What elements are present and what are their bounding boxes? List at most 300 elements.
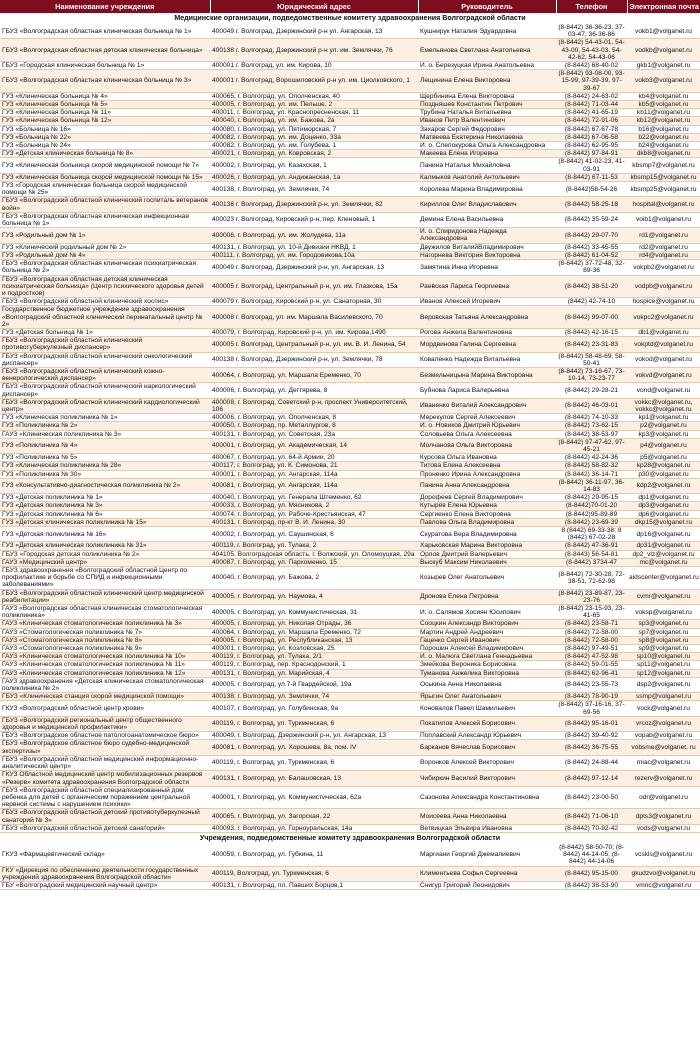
cell-address: 400026, г. Волгоград, ул. Андижанская, 1а xyxy=(210,173,418,181)
table-row xyxy=(0,182,700,197)
cell-phone: (8-8442) 42-24-36 xyxy=(556,454,627,462)
cell-address: 400107, г. Волгоград, ул. Голубинская, 9а xyxy=(210,701,418,716)
cell-name: ГАУЗ «Клиническая стоматологическая поликлиника № 11» xyxy=(0,661,210,669)
table-row xyxy=(0,866,700,881)
cell-phone: (8-8442) 71-03-44 xyxy=(556,101,627,109)
cell-address: 400138, г. Волгоград, ул. Землячки, 74 xyxy=(210,693,418,701)
cell-phone: (8-8442) 38-53-97 xyxy=(556,430,627,438)
cell-phone: (8-8442) 23-00-50 xyxy=(556,786,627,809)
cell-address: 400079, г. Волгоград, Кировский р-н, ул. им. Кирова,149б xyxy=(210,328,418,336)
cell-name: ГБУЗ «Волгоградский областной клинический онкологический диспансер» xyxy=(0,352,210,367)
table-row xyxy=(0,383,700,398)
cell-head: Демина Елена Васильевна xyxy=(418,212,556,227)
table-row xyxy=(0,70,700,93)
cell-phone: (8-8442) 67-67-78 xyxy=(556,125,627,133)
cell-name: ГБУЗ «Волгоградский областной клинический госпиталь ветеранов войн» xyxy=(0,197,210,212)
cell-address: 400081, г. Волгоград, ул. Ангарская, 114а xyxy=(210,478,418,493)
cell-phone: (8-8442) 74-10-33 xyxy=(556,414,627,422)
cell-phone: (8-8442) 23-55-73 xyxy=(556,677,627,692)
cell-head: Поплавский Александр Юрьевич xyxy=(418,732,556,740)
cell-email: vcskls@volganet.ru xyxy=(627,844,700,866)
cell-phone: (8-8442) 78-90-19 xyxy=(556,693,627,701)
cell-head: Веровская Татьяна Александровна xyxy=(418,306,556,329)
cell-email: hospital@volganet.ru xyxy=(627,197,700,212)
cell-address: 400049 г. Волгоград, Дзержинский р-н, ул. Ангарская, 13 xyxy=(210,260,418,275)
cell-email: hospice@volganet.ru xyxy=(627,298,700,306)
cell-name: ГКУЗ Областной медицинский центр мобилизационных резервов «Резерв» комитета здравоохранения Волгоградской области xyxy=(0,771,210,786)
cell-name: ГУЗ «Клинический родильный дом № 2» xyxy=(0,243,210,251)
cell-head: Гаценко Сергей Иванович xyxy=(418,636,556,644)
table-row xyxy=(0,39,700,62)
cell-phone: (8-8442) 73-62-15 xyxy=(556,422,627,430)
cell-head: Поздняшев Константин Петрович xyxy=(418,101,556,109)
cell-name: ГАУЗ здравоохранения «Детская клиническая стоматологическая поликлиника № 2» xyxy=(0,677,210,692)
cell-name: ГБУЗ здравоохранения «Волгоградский областной Центр по профилактике и борьбе со СПИД и инфекционными заболеваниями» xyxy=(0,567,210,590)
cell-address: 400065, г. Волгоград, ул. Загорская, 22 xyxy=(210,809,418,824)
cell-email: p30@volganet.ru xyxy=(627,470,700,478)
cell-head: И. о. Малюга Светлана Геннадьевна xyxy=(418,653,556,661)
cell-address: 400005 г. Волгоград, Центральный р-н, ул. им. Глазкова, 15а xyxy=(210,275,418,298)
cell-email: rezerv@volganet.ru xyxy=(627,771,700,786)
table-row xyxy=(0,109,700,117)
cell-address: 400008 г. Волгоград, ул. им. Маршала Василевского, 70 xyxy=(210,306,418,329)
cell-address: 400087, г. Волгоград, ул. Пархоменко, 15 xyxy=(210,558,418,566)
table-row xyxy=(0,809,700,824)
cell-name: ГБУЗ «Волгоградский областной клинический кожно-венерологический диспансер» xyxy=(0,367,210,382)
cell-email: vrcoz@volganet.ru xyxy=(627,716,700,731)
cell-address: 400067, г. Волгоград, ул. 64-й Армии, 20 xyxy=(210,454,418,462)
cell-name: ГУЗ «Клиническая больница скорой медицинской помощи № 7» xyxy=(0,158,210,173)
cell-name: ГУЗ «Консультативно-диагностическая поликлиника № 2» xyxy=(0,478,210,493)
cell-name: ГАУЗ «Волгоградская областная клиническая стоматологическая поликлиника» xyxy=(0,605,210,620)
table-row xyxy=(0,502,700,510)
cell-address: 400138 г. Волгоград, Дзержинский р-н, ул. Землячки, 82 xyxy=(210,197,418,212)
cell-email: dsp2@volganet.ru xyxy=(627,677,700,692)
cell-name: ГБУЗ «Волгоградский областной детский противотуберкулезный санаторий № 3» xyxy=(0,809,210,824)
table-row xyxy=(0,92,700,100)
cell-head: Маргиани Георгий Джемалиевич xyxy=(418,844,556,866)
cell-phone: (8-8442) 47-52-98 xyxy=(556,653,627,661)
table-row xyxy=(0,824,700,832)
cell-phone: (8-8442) 72-58-00 xyxy=(556,628,627,636)
cell-email: sp8@volganet.ru xyxy=(627,636,700,644)
cell-email: kb5@volganet.ru xyxy=(627,101,700,109)
cell-head: Титова Елена Алексеевна xyxy=(418,462,556,470)
column-header-email: Электронная почта xyxy=(627,0,700,13)
cell-head: Замятина Инна Игоревна xyxy=(418,260,556,275)
cell-head: Сооцкин Александр Викторович xyxy=(418,620,556,628)
cell-head: Скуратова Вера Владимировна xyxy=(418,527,556,542)
cell-head: И. о. Спиридонова Надежда Александровна xyxy=(418,228,556,243)
cell-name: ГБУЗ «Волгоградская областная детская клиническая больница» xyxy=(0,39,210,62)
cell-head: Сергиенко Елена Викторовна xyxy=(418,510,556,518)
table-row xyxy=(0,567,700,590)
cell-phone: (8-8442) 24-88-44 xyxy=(556,755,627,770)
table-header xyxy=(0,0,700,13)
cell-name: ГБУЗ «Городская детская поликлиника № 2» xyxy=(0,550,210,558)
cell-address: 400005, г. Волгоград, ул. Коммунистическая, 31 xyxy=(210,605,418,620)
cell-head: Щербинина Елена Викторовна xyxy=(418,92,556,100)
cell-name: ГБУЗ «Волгоградский областной детский санаторий» xyxy=(0,824,210,832)
cell-head: Сазонова Александра Константиновна xyxy=(418,786,556,809)
table-row xyxy=(0,197,700,212)
cell-address: 400008, г. Волгоград, Советский р-н, проспект Университетский, 106 xyxy=(210,398,418,413)
cell-phone: (8-8442) 3734-47 xyxy=(556,558,627,566)
cell-phone: (8-8442) 41-02-23, 41-03-91 xyxy=(556,158,627,173)
cell-head: Ветвицкая Эльвира Ивановна xyxy=(418,824,556,832)
cell-address: 400001, г. Волгоград, ул. Академическая, 14 xyxy=(210,438,418,453)
cell-head: Орлов Дмитрий Валерьевич xyxy=(418,550,556,558)
cell-email: kbsmp25@volganet.ru xyxy=(627,182,700,197)
cell-address: 400002, г. Волгоград, ул. Саушинская, 6 xyxy=(210,527,418,542)
cell-phone: (8-8442) 97-47-62, 97-45-21 xyxy=(556,438,627,453)
table-row xyxy=(0,740,700,755)
cell-name: ГУЗ «Поликлиника № 30» xyxy=(0,470,210,478)
table-row xyxy=(0,414,700,422)
cell-address: 400005, г. Волгоград, ул. Николая Отрады, 36 xyxy=(210,620,418,628)
cell-address: 400119, г. Волгоград, ул. Тулака, 2/1 xyxy=(210,653,418,661)
cell-address: 400081, г. Волгоград, ул. Хорошева, 8а, пом. IV xyxy=(210,740,418,755)
cell-name: ГУЗ «Детская поликлиника № 16» xyxy=(0,527,210,542)
cell-address: 400001, г. Волгоград, ул. Козловская, 25 xyxy=(210,645,418,653)
cell-phone: (8-8442) 33-45-55 xyxy=(556,243,627,251)
cell-name: ГАУЗ «Стоматологическая поликлиника № 8» xyxy=(0,636,210,644)
cell-head: Матвеева Екатерина Николаевна xyxy=(418,133,556,141)
cell-email: vokod@volganet.ru xyxy=(627,352,700,367)
table-row xyxy=(0,470,700,478)
cell-name: ГУЗ «Клиническая больница № 12» xyxy=(0,117,210,125)
cell-address: 400119, г. Волгоград, пер. Краснодонский, 1 xyxy=(210,661,418,669)
table-row xyxy=(0,518,700,526)
cell-phone: (8-8442) 46-03-01 xyxy=(556,398,627,413)
cell-name: ГАУЗ «Клиническая поликлиника № 3» xyxy=(0,430,210,438)
cell-head: Панина Анна Александровна xyxy=(418,478,556,493)
cell-name: ГКУЗ «Волгоградский областной центр крови» xyxy=(0,701,210,716)
cell-phone: (8-8442) 41-65-19 xyxy=(556,109,627,117)
cell-email: kb4@volganet.ru xyxy=(627,92,700,100)
cell-address: 400131, г. Волгоград, пр-кт В. И. Ленина, 30 xyxy=(210,518,418,526)
cell-phone: 8 (8442) 69-33-38; 8 (8442) 67-02-28 xyxy=(556,527,627,542)
cell-phone: (8-8442) 35-59-24 xyxy=(556,212,627,227)
cell-phone: (8-8442) 62-96-41 xyxy=(556,669,627,677)
cell-address: 400064, г. Волгоград, ул. Маршала Еременко, 70 xyxy=(210,367,418,382)
cell-phone: (8-8442) 93-08-00, 93-15-99, 97-39-39, 97-39-67 xyxy=(556,70,627,93)
cell-phone: (8-8442) 36-36-23, 37-03-47, 36-36-86 xyxy=(556,24,627,39)
table-row xyxy=(0,786,700,809)
cell-address: 400006, г. Волгоград, ул. Дегтярева, 8 xyxy=(210,383,418,398)
cell-name: ГБУЗ «Клиническая станция скорой медицинской помощи» xyxy=(0,693,210,701)
table-row xyxy=(0,243,700,251)
cell-head: Кушнирук Наталия Эдуардовна xyxy=(418,24,556,39)
cell-email: gkudzvo@volganet.ru xyxy=(627,866,700,881)
cell-email: rd4@volganet.ru xyxy=(627,251,700,259)
table-row xyxy=(0,620,700,628)
cell-address: 400064, г. Волгоград, ул. Маршала Еременко, 72 xyxy=(210,628,418,636)
cell-phone: (8-8442) 36-75-55 xyxy=(556,740,627,755)
cell-head: Рогова Анжела Валентиновна xyxy=(418,328,556,336)
cell-name: ГБУ «Волгоградский медицинский научный центр» xyxy=(0,881,210,889)
cell-name: ГАУЗ «Стоматологическая поликлиника № 9» xyxy=(0,645,210,653)
table-row xyxy=(0,173,700,181)
cell-phone: (8-8442) 23-58-71 xyxy=(556,620,627,628)
cell-name: ГБУЗ «Волгоградская областная клиническая инфекционная больница № 1» xyxy=(0,212,210,227)
cell-email: p5@volganet.ru xyxy=(627,454,700,462)
cell-address: 400011, г. Волгоград, ул. Краснопресненская, 11 xyxy=(210,109,418,117)
cell-email: kp1@volganet.ru xyxy=(627,414,700,422)
cell-name: ГУЗ «Городская клиническая больница скорой медицинской помощи № 25» xyxy=(0,182,210,197)
section-title: Медицинские организации, подведомственные комитету здравоохранения Волгоградской области xyxy=(0,13,700,24)
cell-address: 400005, г. Волгоград, ул. Республиканская, 13 xyxy=(210,636,418,644)
cell-head: Захаров Сергей Федорович xyxy=(418,125,556,133)
cell-email: kp28@volganet.ru xyxy=(627,462,700,470)
cell-name: ГАУЗ «Медицинский центр» xyxy=(0,558,210,566)
table-row xyxy=(0,212,700,227)
section-header-row xyxy=(0,832,700,844)
table-row xyxy=(0,589,700,604)
cell-head: Нагорнева Виктория Викторовна xyxy=(418,251,556,259)
cell-head: Молчанова Ольга Викторовна xyxy=(418,438,556,453)
table-row xyxy=(0,542,700,550)
table-row xyxy=(0,352,700,367)
cell-name: ГУЗ «Детская клиническая поликлиника № 31» xyxy=(0,542,210,550)
table-row xyxy=(0,101,700,109)
cell-email: vokb1@volganet.ru xyxy=(627,24,700,39)
table-row xyxy=(0,550,700,558)
cell-name: ГБУЗ «Волгоградский областной клинический противотуберкулезный диспансер» xyxy=(0,337,210,352)
cell-name: ГБУЗ «Волгоградская областная детская клиническая психиатрическая больница» (Центр психического здоровья детей и подростков) xyxy=(0,275,210,298)
cell-address: 400049 г. Волгоград, Дзержинский р-н ул. Ангарская, 13 xyxy=(210,24,418,39)
column-header-head: Руководитель xyxy=(418,0,556,13)
column-header-address: Юридический адрес xyxy=(210,0,418,13)
cell-email: sp11@volganet.ru xyxy=(627,661,700,669)
cell-email: vokpb2@volganet.ru xyxy=(627,260,700,275)
cell-address: 400119, г. Волгоград, ул. Туркменская, 6 xyxy=(210,716,418,731)
cell-head: Трубина Наталья Витальевна xyxy=(418,109,556,117)
cell-phone: (8-8443) 56-54-81 xyxy=(556,550,627,558)
table-row xyxy=(0,328,700,336)
table-row xyxy=(0,260,700,275)
cell-email: sp3@volganet.ru xyxy=(627,620,700,628)
table-row xyxy=(0,125,700,133)
cell-email: b22@volganet.ru xyxy=(627,133,700,141)
cell-address: 400023 г. Волгоград, Кировский р-н, пер. Кленовый, 1 xyxy=(210,212,418,227)
cell-phone: (8-8442) 23-31-83 xyxy=(556,337,627,352)
cell-phone: (8-8442) 29-28-21 xyxy=(556,383,627,398)
cell-email: kb11@volganet.ru xyxy=(627,109,700,117)
table-row xyxy=(0,636,700,644)
cell-phone: (8-8442) 58-48-69, 58-50-41 xyxy=(556,352,627,367)
cell-name: ГУЗ «Клиническая поликлиника № 1» xyxy=(0,414,210,422)
cell-email: p2@volganet.ru xyxy=(627,422,700,430)
cell-email: vods@volganet.ru xyxy=(627,824,700,832)
cell-head: И. о. Салямов Хосиян Юсипович xyxy=(418,605,556,620)
table-row xyxy=(0,510,700,518)
cell-name: ГБУЗ «Волгоградский областной клинический кардиологический центр» xyxy=(0,398,210,413)
cell-email: rd1@volganet.ru xyxy=(627,228,700,243)
cell-name: ГУЗ «Детская клиническая больница № 8» xyxy=(0,150,210,158)
cell-name: ГУЗ «Клиническая больница № 11» xyxy=(0,109,210,117)
cell-email: kb12@volganet.ru xyxy=(627,117,700,125)
cell-name: ГБУЗ «Волгоградская областная клиническая психиатрическая больница № 2» xyxy=(0,260,210,275)
cell-email: mc@volganet.ru xyxy=(627,558,700,566)
cell-address: 400049, г. Волгоград, Дзержинский р-н, ул. Ангарская, 13 xyxy=(210,732,418,740)
table-row xyxy=(0,142,700,150)
table-row xyxy=(0,653,700,661)
cell-name: ГБУЗ «Волгоградская областная клиническая больница № 1» xyxy=(0,24,210,39)
cell-name: ГУЗ «Больница № 22» xyxy=(0,133,210,141)
cell-phone: (8-8442) 62-95-95 xyxy=(556,142,627,150)
cell-head: Емельянова Светлана Анатольевна xyxy=(418,39,556,62)
cell-address: 400079 г. Волгоград, Кировский р-н, ул. Санаторная, 30 xyxy=(210,298,418,306)
cell-email: vopab@volganet.ru xyxy=(627,732,700,740)
cell-address: 400005, г. Волгоград, ул. им. Пельше, 2 xyxy=(210,101,418,109)
cell-head: И. о. Березуцкая Ирина Анатольевна xyxy=(418,62,556,70)
table-row xyxy=(0,693,700,701)
table-row xyxy=(0,732,700,740)
cell-address: 400040, г. Волгоград, ул. Бажова, 2 xyxy=(210,567,418,590)
cell-head: Моисеева Анна Николаевна xyxy=(418,809,556,824)
cell-phone: (8442) 42-74-10 xyxy=(556,298,627,306)
table-row xyxy=(0,117,700,125)
cell-address: 400033, г. Волгоград, ул. Мясникова, 2 xyxy=(210,502,418,510)
cell-head: Выскуб Максим Николаевич xyxy=(418,558,556,566)
cell-phone: (8-8442) 37-72-48, 32-89-36 xyxy=(556,260,627,275)
cell-phone: (8-8442) 59-01-55 xyxy=(556,661,627,669)
cell-phone: (8-8442) 67-06-58 xyxy=(556,133,627,141)
cell-email: sp7@volganet.ru xyxy=(627,628,700,636)
table-row xyxy=(0,454,700,462)
cell-name: ГУЗ «Детская поликлиника № 6» xyxy=(0,510,210,518)
cell-email: p4@volganet.ru xyxy=(627,438,700,453)
cell-phone: (8-8442) 97-49-51 xyxy=(556,645,627,653)
cell-head: Панина Наталья Михайловна xyxy=(418,158,556,173)
cell-name: ГУЗ «Клиническая поликлиника № 28» xyxy=(0,462,210,470)
cell-name: ГБУЗ «Волгоградский областной специализированный дом ребенка для детей с органическим поражением центральной нервной системы с нарушением психики» xyxy=(0,786,210,809)
cell-name: ГУЗ «Больница № 16» xyxy=(0,125,210,133)
table-body xyxy=(0,13,700,890)
cell-head: Курсова Ольга Ивановна xyxy=(418,454,556,462)
cell-head: Коновалов Павел Шамильевич xyxy=(418,701,556,716)
cell-email: dkp15@volganet.ru xyxy=(627,518,700,526)
cell-name: ГКУ «Дирекция по обеспечению деятельности государственных учреждений здравоохранения Волгоградской области» xyxy=(0,866,210,881)
cell-phone: (8-8442) 67-11-53 xyxy=(556,173,627,181)
cell-head: Мартин Андрей Андреевич xyxy=(418,628,556,636)
cell-address: 400138 г. Волгоград, Дзержинский р-н ул. им. Землячки, 76 xyxy=(210,39,418,62)
table-row xyxy=(0,133,700,141)
cell-address: 404105, Волгоградская область, г. Волжский, ул. Оломоуцкая, 29а xyxy=(210,550,418,558)
cell-address: 400001 г. Волгоград, ул. им. Кирова, 10 xyxy=(210,62,418,70)
cell-head: Дронова Елена Петровна xyxy=(418,589,556,604)
cell-address: 400005, г. Волгоград, ул.7-й Гвардейской, 19а xyxy=(210,677,418,692)
cell-phone: (8-8442) 58-25-18 xyxy=(556,197,627,212)
cell-email: kbsmp15@volganet.ru xyxy=(627,173,700,181)
cell-phone: (8-8442) 29-07-70 xyxy=(556,228,627,243)
cell-name: ГБУЗ «Волгоградский областной клинический хоспис» xyxy=(0,298,210,306)
cell-phone: (8-8442)70-01-20 xyxy=(556,502,627,510)
cell-address: 400006, г. Волгоград, ул. им. Жолудева, 11а xyxy=(210,228,418,243)
cell-email: rd2@volganet.ru xyxy=(627,243,700,251)
cell-name: ГУЗ «Детская больница № 1» xyxy=(0,328,210,336)
cell-email: dp1@volganet.ru xyxy=(627,494,700,502)
table-row xyxy=(0,298,700,306)
cell-email: voksp@volganet.ru xyxy=(627,605,700,620)
cell-name: ГУЗ «Больница № 24» xyxy=(0,142,210,150)
cell-head: Двужилов ВиталийВладимирович xyxy=(418,243,556,251)
cell-name: ГАУЗ «Стоматологическая поликлиника № 7» xyxy=(0,628,210,636)
cell-email: kdp2@volganet.ru xyxy=(627,478,700,493)
cell-email: db1@volganet.ru xyxy=(627,328,700,336)
cell-address: 400119, г. Волгоград, ул. Туркменская, 6 xyxy=(210,755,418,770)
cell-email: b16@volganet.ru xyxy=(627,125,700,133)
cell-address: 400005, г. Волгоград, ул. Наумова, 4 xyxy=(210,589,418,604)
cell-address: 400082, г. Волгоград, ул. им. Голубева, 1 xyxy=(210,142,418,150)
cell-address: 400050, г. Волгоград, пр. Металлургов, 8 xyxy=(210,422,418,430)
cell-phone: (8-8442) 54-43-01, 54-43-00, 54-43-03, 54-42-62, 54-43-06 xyxy=(556,39,627,62)
cell-email: gkb1@volganet.ru xyxy=(627,62,700,70)
cell-phone: (8-8442) 23-89-87, 23-23-76 xyxy=(556,589,627,604)
cell-address: 400117, г. Волгоград, ул. К. Симонова, 21 xyxy=(210,462,418,470)
cell-email: voib1@volganet.ru xyxy=(627,212,700,227)
cell-name: ГБУЗ «Волгоградский областной медицинский информационно-аналитический центр» xyxy=(0,755,210,770)
cell-address: 400074, г. Волгоград, ул. Рабоче-Крестьянская, 47 xyxy=(210,510,418,518)
cell-email: dp3@volganet.ru xyxy=(627,502,700,510)
cell-address: 400005 г. Волгоград, Центральный р-н, ул. им. В. И. Ленина, 54 xyxy=(210,337,418,352)
cell-email: dp31@volganet.ru xyxy=(627,542,700,550)
cell-name: ГУЗ «Детская поликлиника № 3» xyxy=(0,502,210,510)
table-row xyxy=(0,337,700,352)
cell-email: vodkb@volganet.ru xyxy=(627,39,700,62)
cell-address: 400065, г. Волгоград, ул. Ополченская, 40 xyxy=(210,92,418,100)
cell-address: 400021, г. Волгоград, ул. Ковровская, 2 xyxy=(210,150,418,158)
cell-name: Государственное бюджетное учреждение здравоохранения «Волгоградский областной клинический перинатальный центр № 2» xyxy=(0,306,210,329)
table-row xyxy=(0,430,700,438)
cell-phone: (8-8442)95-89-89 xyxy=(556,510,627,518)
table-row xyxy=(0,677,700,692)
cell-address: 400131, г. Волгоград, ул. 10-й Дивизии НКВД, 1 xyxy=(210,243,418,251)
cell-address: 400006, г. Волгоград, ул. Ополченская, 8 xyxy=(210,414,418,422)
cell-head: Оськина Анна Николаевна xyxy=(418,677,556,692)
cell-phone: (8-8442) 95-15-00 xyxy=(556,866,627,881)
cell-name: ГУЗ «Детская клиническая поликлиника № 15» xyxy=(0,518,210,526)
table-row xyxy=(0,462,700,470)
table-row xyxy=(0,367,700,382)
cell-phone: (8-8442) 23-15-93, 23-41-65 xyxy=(556,605,627,620)
cell-email: sp12@volganet.ru xyxy=(627,669,700,677)
cell-email: vobsme@volganet. ru xyxy=(627,740,700,755)
cell-phone: (8-8442) 23-69-39 xyxy=(556,518,627,526)
cell-head: Калмыков Анатолий Антольевич xyxy=(418,173,556,181)
cell-email: ssmp@volganet.ru xyxy=(627,693,700,701)
table-row xyxy=(0,158,700,173)
table-row xyxy=(0,645,700,653)
cell-email: vokkc@volganet.ru, vokkc@volganet.ru xyxy=(627,398,700,413)
cell-email: cvmr@volganet.ru xyxy=(627,589,700,604)
cell-head: И. о. Слепокурова Ольга Александровна xyxy=(418,142,556,150)
cell-email: dpts3@volganet.ru xyxy=(627,809,700,824)
cell-email: kp3@volganet.ru xyxy=(627,430,700,438)
cell-head: Порошин Алексей Владимирович xyxy=(418,645,556,653)
cell-phone: (8-8442) 58-50-70; (8-8442) 44-14-05; (8-8442) 44-14-06 xyxy=(556,844,627,866)
section-header-row xyxy=(0,13,700,24)
cell-address: 400001 г. Волгоград, Ворошиловский р-н ул. им. Циолковского, 1 xyxy=(210,70,418,93)
cell-phone: (8-8442) 42-16-15 xyxy=(556,328,627,336)
table-row xyxy=(0,422,700,430)
table-row xyxy=(0,228,700,243)
cell-head: Раевская Лариса Георгиевна xyxy=(418,275,556,298)
cell-email: dp16@volganet.ru xyxy=(627,527,700,542)
table-row xyxy=(0,398,700,413)
section-title: Учреждения, подведомственные комитету здравоохранения Волгоградской области xyxy=(0,832,700,844)
